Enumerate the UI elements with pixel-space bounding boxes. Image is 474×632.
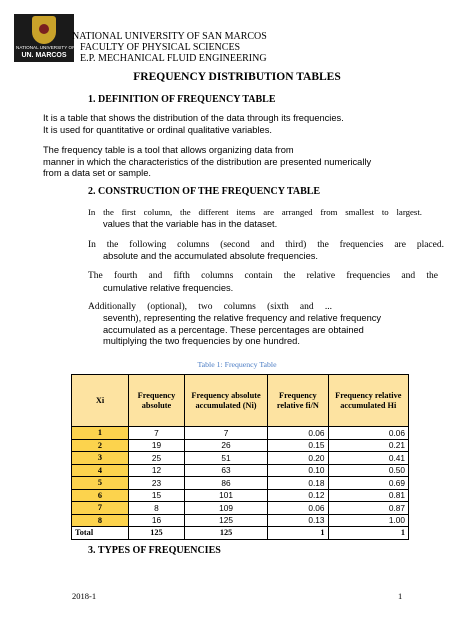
word: In (88, 207, 96, 217)
table-cell: 12 (129, 464, 185, 477)
table-cell: 51 (184, 452, 267, 465)
table-row (72, 489, 409, 502)
word: and (260, 240, 275, 250)
section2-para-c-line2: cumulative relative frequencies. (103, 283, 234, 293)
text-line: manner in which the characteristics of the distribution are presented numerically (43, 156, 372, 167)
crest-icon (32, 16, 56, 44)
table-cell: 0.15 (268, 439, 328, 452)
table-total-row (72, 527, 409, 540)
xi-cell: 2 (72, 439, 129, 452)
table-cell: 0.06 (328, 427, 408, 440)
table-cell: 25 (129, 452, 185, 465)
text-line: It is a table that shows the distribution of the data through its frequencies. (43, 113, 344, 123)
xi-cell: 1 (72, 427, 129, 440)
word: two (198, 302, 213, 312)
section1-paragraph2 (43, 145, 371, 180)
table-cell: 0.20 (268, 452, 328, 465)
word: and (148, 271, 163, 281)
table-cell: 23 (129, 477, 185, 490)
word: items (236, 207, 256, 217)
section2-para-d-line1 (88, 302, 332, 312)
table-cell: 63 (184, 464, 267, 477)
word: column, (143, 207, 173, 217)
word: third) (285, 240, 307, 250)
table-row (72, 514, 409, 527)
word: are (263, 207, 274, 217)
total-cell: 125 (184, 527, 267, 540)
word: In (88, 240, 96, 250)
logo-text-line2: UN. MARCOS (21, 52, 67, 59)
table-caption: Table 1: Frequency Table (197, 360, 277, 369)
table-cell: 0.21 (328, 439, 408, 452)
xi-cell: 8 (72, 514, 129, 527)
word: (second (220, 240, 250, 250)
table-cell: 7 (184, 427, 267, 440)
logo-text-line1: NATIONAL UNIVERSITY OF (16, 45, 75, 50)
university-logo (14, 14, 74, 62)
table-header-row (72, 375, 409, 427)
header-university: NATIONAL UNIVERSITY OF SAN MARCOS (72, 31, 267, 42)
table-cell: 0.81 (328, 489, 408, 502)
header-relative-frequency: Frequency relative fi/N (268, 375, 328, 427)
section2-para-c-line1 (88, 271, 438, 281)
header-school: E.P. MECHANICAL FLUID ENGINEERING (80, 53, 267, 64)
total-cell: 1 (328, 527, 408, 540)
word: relative (306, 271, 336, 281)
word: smallest (345, 207, 375, 217)
word: ... (324, 302, 332, 312)
word: fifth (173, 271, 190, 281)
word: placed. (416, 240, 444, 250)
section2-para-d-line4: multiplying the two frequencies by one hundred. (103, 336, 300, 346)
word: columns (177, 240, 210, 250)
table-row (72, 439, 409, 452)
word: frequencies (339, 240, 384, 250)
text-line: It is used for quantitative or ordinal qualitative variables. (43, 124, 272, 135)
table-cell: 101 (184, 489, 267, 502)
table-cell: 125 (184, 514, 267, 527)
word: the (426, 271, 438, 281)
total-label: Total (72, 527, 129, 540)
xi-cell: 4 (72, 464, 129, 477)
page-title: FREQUENCY DISTRIBUTION TABLES (133, 71, 341, 83)
word: contain (244, 271, 273, 281)
table-cell: 0.06 (268, 427, 328, 440)
word: following (129, 240, 167, 250)
word: the (283, 271, 296, 281)
frequency-table (71, 374, 409, 540)
table-cell: 26 (184, 439, 267, 452)
table-cell: 0.69 (328, 477, 408, 490)
word: columns (201, 271, 234, 281)
word: the (179, 207, 191, 217)
table-cell: 0.18 (268, 477, 328, 490)
word: different (198, 207, 229, 217)
word: first (121, 207, 136, 217)
xi-cell: 3 (72, 452, 129, 465)
section2-para-d-line2: seventh), representing the relative frequency and relative frequency (103, 313, 382, 323)
table-cell: 7 (129, 427, 185, 440)
section2-heading: 2. CONSTRUCTION OF THE FREQUENCY TABLE (88, 186, 321, 197)
table-cell: 0.06 (268, 502, 328, 515)
word: to (381, 207, 389, 217)
word: largest. (396, 207, 422, 217)
section2-para-d-line3: accumulated as a percentage. These percentages are obtained (103, 325, 364, 335)
header-absolute-frequency: Frequency absolute (129, 375, 185, 427)
table-cell: 16 (129, 514, 185, 527)
section2-para-b-line2: absolute and the accumulated absolute frequencies. (103, 251, 319, 261)
word: (sixth (267, 302, 289, 312)
table-cell: 109 (184, 502, 267, 515)
word: and (299, 302, 314, 312)
table-cell: 0.87 (328, 502, 408, 515)
table-cell: 1.00 (328, 514, 408, 527)
total-cell: 1 (268, 527, 328, 540)
word: The (88, 271, 103, 281)
header-xi: Xi (72, 375, 129, 427)
word: columns (223, 302, 256, 312)
table-row (72, 477, 409, 490)
word: arranged (281, 207, 313, 217)
section3-heading: 3. TYPES OF FREQUENCIES (88, 545, 221, 556)
header-cumulative-relative: Frequency relative accumulated Hi (328, 375, 408, 427)
word: the (106, 240, 119, 250)
header-cumulative-absolute: Frequency absolute accumulated (Ni) (184, 375, 267, 427)
word: fourth (114, 271, 138, 281)
section2-para-b-line1 (88, 240, 444, 250)
table-row (72, 427, 409, 440)
table-cell: 15 (129, 489, 185, 502)
xi-cell: 5 (72, 477, 129, 490)
section1-paragraph1 (43, 113, 344, 136)
table-cell: 8 (129, 502, 185, 515)
word: the (103, 207, 114, 217)
word: Additionally (88, 302, 137, 312)
word: frequencies (346, 271, 391, 281)
word: the (317, 240, 329, 250)
header-faculty: FACULTY OF PHYSICAL SCIENCES (80, 42, 241, 53)
table-cell: 86 (184, 477, 267, 490)
table-cell: 19 (129, 439, 185, 452)
text-line: from a data set or sample. (43, 168, 151, 179)
word: are (394, 240, 406, 250)
section1-heading: 1. DEFINITION OF FREQUENCY TABLE (88, 94, 276, 105)
section2-para-a-line1 (88, 207, 422, 217)
page-number: 1 (398, 591, 403, 601)
table-cell: 0.41 (328, 452, 408, 465)
word: (optional), (147, 302, 188, 312)
table-cell: 0.50 (328, 464, 408, 477)
text-line: The frequency table is a tool that allows organizing data from (43, 145, 294, 155)
word: and (401, 271, 416, 281)
footer-date: 2018-1 (72, 591, 97, 601)
table-row (72, 464, 409, 477)
table-row (72, 502, 409, 515)
xi-cell: 6 (72, 489, 129, 502)
table-cell: 0.12 (268, 489, 328, 502)
section2-para-a-line2: values that the variable has in the dataset. (103, 219, 278, 229)
total-cell: 125 (129, 527, 185, 540)
table-cell: 0.13 (268, 514, 328, 527)
word: from (320, 207, 338, 217)
xi-cell: 7 (72, 502, 129, 515)
table-row (72, 452, 409, 465)
table-cell: 0.10 (268, 464, 328, 477)
